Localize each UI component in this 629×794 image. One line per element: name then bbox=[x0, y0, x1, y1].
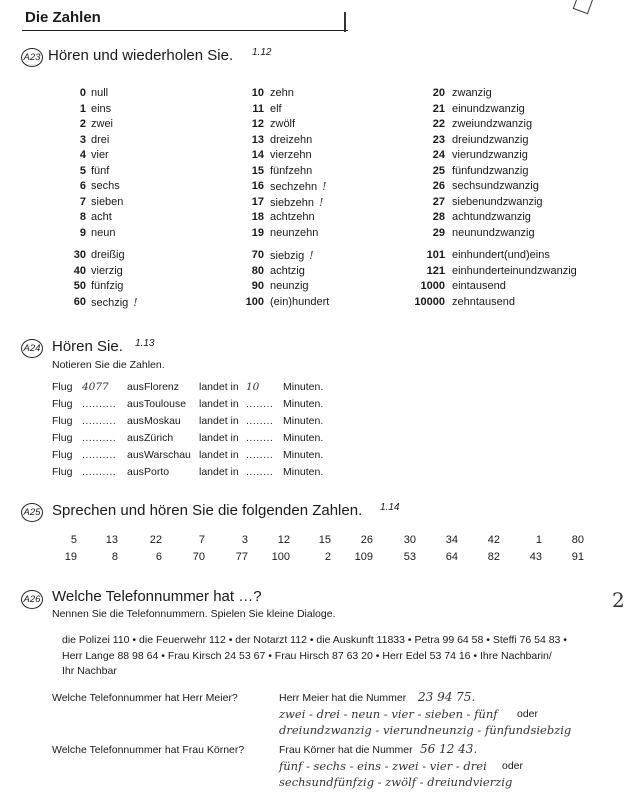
practice-number: 82 bbox=[487, 551, 500, 563]
number-word bbox=[91, 165, 109, 177]
number-digits: 23 bbox=[432, 133, 445, 146]
a26-instruction: Nennen Sie die Telefonnummern. Spielen Sie kleine Dialoge. bbox=[52, 608, 336, 620]
question-1: Welche Telefonnummer hat Herr Meier? bbox=[52, 692, 238, 704]
number-word bbox=[91, 211, 112, 223]
answer-2-digits: fünf - sechs - eins - zwei - vier - drei bbox=[279, 759, 487, 773]
minutes-value: ........ bbox=[246, 432, 274, 444]
number-word-text: sechzig bbox=[91, 296, 129, 309]
minutes-value: 10 bbox=[246, 381, 260, 393]
number-word-text: fünfundzwanzig bbox=[452, 164, 529, 177]
practice-number: 26 bbox=[360, 534, 373, 546]
number-word-text: einhundert(und)eins bbox=[452, 249, 550, 261]
number-word-text: achtzig bbox=[270, 264, 305, 277]
number-word bbox=[452, 227, 535, 239]
number-digits: 60 bbox=[73, 295, 86, 308]
number-digits: 9 bbox=[79, 226, 86, 239]
a24-instruction: Notieren Sie die Zahlen. bbox=[52, 359, 165, 371]
exclamation-mark: ! bbox=[133, 295, 138, 309]
number-word-text: achtzehn bbox=[270, 211, 315, 223]
number-word-text: einundzwanzig bbox=[452, 102, 525, 115]
answer-1-pairs: dreiundzwanzig - vierundneunzig - fünfundsiebzig bbox=[279, 723, 572, 737]
aus-label: aus bbox=[127, 398, 144, 410]
number-digits: 17 bbox=[251, 195, 264, 208]
number-word-text: vierundzwanzig bbox=[452, 149, 528, 161]
landet-label: landet in bbox=[199, 449, 239, 461]
practice-number: 109 bbox=[354, 551, 373, 563]
number-word bbox=[452, 134, 528, 146]
practice-number: 19 bbox=[64, 551, 77, 563]
number-word bbox=[452, 103, 525, 115]
number-digits: 14 bbox=[251, 149, 264, 161]
landet-label: landet in bbox=[199, 466, 239, 478]
flight-number: 4077 bbox=[82, 381, 109, 393]
city-name: Moskau bbox=[144, 415, 181, 427]
number-digits: 26 bbox=[432, 180, 445, 192]
number-digits: 29 bbox=[432, 226, 445, 239]
number-digits: 80 bbox=[251, 264, 264, 277]
answer-2-prefix: Frau Körner hat die Nummer bbox=[279, 744, 413, 756]
number-word bbox=[91, 249, 125, 261]
landet-label: landet in bbox=[199, 381, 239, 393]
practice-number: 34 bbox=[445, 534, 458, 546]
number-word-text: sechsundzwanzig bbox=[452, 180, 539, 192]
aus-label: aus bbox=[127, 381, 144, 393]
flight-number: .......... bbox=[82, 466, 117, 478]
flight-number: .......... bbox=[82, 432, 117, 444]
header-tick-mark bbox=[344, 12, 346, 32]
answer-1-prefix: Herr Meier hat die Nummer bbox=[279, 692, 407, 704]
number-word-text: vierzig bbox=[91, 264, 123, 277]
number-word-text: siebenundzwanzig bbox=[452, 195, 543, 208]
number-word-text: siebzehn bbox=[270, 196, 315, 209]
minutes-value: ........ bbox=[246, 466, 274, 478]
number-word-text: null bbox=[91, 87, 109, 99]
minutes-value: ........ bbox=[246, 415, 274, 427]
number-digits: 15 bbox=[251, 164, 264, 177]
number-word-text: dreißig bbox=[91, 249, 125, 261]
number-word bbox=[270, 196, 323, 209]
flug-label: Flug bbox=[52, 415, 73, 427]
number-digits: 121 bbox=[426, 264, 445, 277]
number-word bbox=[270, 87, 294, 99]
a24-track-number: 1.13 bbox=[135, 338, 155, 349]
number-digits: 13 bbox=[251, 133, 264, 146]
number-word-text: vier bbox=[91, 149, 109, 161]
number-digits: 40 bbox=[73, 264, 86, 277]
practice-number: 100 bbox=[271, 551, 290, 563]
number-word bbox=[270, 211, 315, 223]
number-word bbox=[452, 265, 577, 277]
number-word-text: fünfzehn bbox=[270, 164, 313, 177]
chapter-title: Die Zahlen bbox=[25, 9, 101, 26]
number-word bbox=[91, 196, 123, 208]
number-digits: 5 bbox=[79, 164, 86, 177]
exclamation-mark: ! bbox=[319, 195, 324, 209]
practice-number: 8 bbox=[111, 551, 118, 563]
number-word bbox=[91, 149, 109, 161]
practice-number: 70 bbox=[192, 551, 205, 563]
practice-number: 15 bbox=[318, 534, 331, 546]
number-word-text: acht bbox=[91, 211, 112, 223]
practice-number: 43 bbox=[529, 551, 542, 563]
number-word bbox=[91, 134, 109, 146]
practice-number: 80 bbox=[571, 534, 584, 546]
number-word bbox=[270, 165, 312, 177]
exclamation-mark: ! bbox=[309, 249, 314, 262]
number-word-text: achtundzwanzig bbox=[452, 211, 531, 223]
minutes-value: ........ bbox=[246, 398, 274, 410]
number-word bbox=[270, 265, 305, 277]
number-digits: 30 bbox=[73, 249, 86, 261]
number-word bbox=[452, 249, 550, 261]
aus-label: aus bbox=[127, 466, 144, 478]
number-word-text: zehntausend bbox=[452, 295, 515, 308]
number-word-text: zweiundzwanzig bbox=[452, 118, 533, 130]
city-name: Zürich bbox=[144, 432, 174, 444]
number-word-text: elf bbox=[270, 102, 282, 115]
number-word bbox=[452, 87, 492, 99]
number-digits: 100 bbox=[245, 295, 264, 308]
number-word bbox=[270, 180, 327, 193]
a25-title: Sprechen und hören Sie die folgenden Zahlen. bbox=[52, 502, 363, 519]
flight-number: .......... bbox=[82, 398, 117, 410]
exercise-badge-a26: A26 bbox=[21, 590, 43, 609]
number-digits: 22 bbox=[432, 118, 445, 130]
number-word-text: sieben bbox=[91, 195, 124, 208]
number-digits: 4 bbox=[79, 149, 86, 161]
answer-1-digits: zwei - drei - neun - vier - sieben - fünf bbox=[279, 707, 498, 721]
number-word-text: zehn bbox=[270, 87, 294, 99]
number-digits: 101 bbox=[426, 249, 445, 261]
number-digits: 50 bbox=[73, 280, 86, 292]
number-digits: 20 bbox=[432, 87, 445, 99]
number-word bbox=[270, 296, 329, 308]
number-word-text: siebzig bbox=[270, 250, 305, 262]
number-word-text: sechzehn bbox=[270, 181, 318, 193]
margin-note: 2 bbox=[612, 588, 625, 612]
practice-number: 53 bbox=[403, 551, 416, 563]
answer-2-number: 56 12 43. bbox=[420, 742, 478, 756]
exclamation-mark: ! bbox=[322, 180, 327, 193]
phone-list-line-2: Herr Lange 88 98 64 • Frau Kirsch 24 53 67 • Frau Hirsch 87 63 20 • Herr Edel 53 74 16 • Ihre Nachbarin/ bbox=[62, 650, 552, 662]
city-name: Warschau bbox=[144, 449, 191, 461]
minuten-label: Minuten. bbox=[283, 466, 324, 478]
number-word bbox=[91, 87, 108, 99]
number-word bbox=[91, 118, 113, 130]
number-word bbox=[91, 227, 115, 239]
number-word-text: neun bbox=[91, 226, 116, 239]
practice-number: 7 bbox=[198, 534, 205, 546]
landet-label: landet in bbox=[199, 398, 239, 410]
practice-number: 3 bbox=[241, 534, 248, 546]
exercise-badge-a24: A24 bbox=[21, 339, 43, 358]
number-word bbox=[452, 211, 531, 223]
number-word-text: sechs bbox=[91, 180, 120, 192]
practice-number: 2 bbox=[324, 551, 331, 563]
number-word-text: dreizehn bbox=[270, 133, 313, 146]
number-word bbox=[452, 280, 506, 292]
practice-number: 30 bbox=[403, 534, 416, 546]
answer-2-pairs: sechsundfünfzig - zwölf - dreiundvierzig bbox=[279, 775, 513, 789]
number-word-text: zwölf bbox=[270, 118, 296, 130]
number-digits: 0 bbox=[79, 87, 86, 99]
city-name: Toulouse bbox=[144, 398, 187, 410]
number-word-text: neunzehn bbox=[270, 226, 319, 239]
number-digits: 21 bbox=[432, 102, 445, 115]
a24-title: Hören Sie. bbox=[52, 338, 123, 355]
number-word-text: neunzig bbox=[270, 280, 309, 292]
number-digits: 25 bbox=[432, 164, 445, 177]
practice-number: 77 bbox=[235, 551, 248, 563]
number-word bbox=[91, 296, 138, 309]
minutes-value: ........ bbox=[246, 449, 274, 461]
number-word bbox=[91, 180, 120, 192]
minuten-label: Minuten. bbox=[283, 398, 324, 410]
number-word bbox=[270, 227, 318, 239]
number-digits: 16 bbox=[251, 180, 264, 192]
number-digits: 3 bbox=[79, 133, 86, 146]
number-word-text: drei bbox=[91, 133, 110, 146]
number-word bbox=[270, 103, 282, 115]
exercise-badge-a25: A25 bbox=[21, 503, 43, 522]
number-word-text: vierzehn bbox=[270, 149, 312, 161]
aus-label: aus bbox=[127, 432, 144, 444]
number-word bbox=[270, 118, 295, 130]
number-digits: 10000 bbox=[414, 295, 445, 308]
practice-number: 6 bbox=[155, 551, 162, 563]
flight-number: .......... bbox=[82, 415, 117, 427]
landet-label: landet in bbox=[199, 432, 239, 444]
aus-label: aus bbox=[127, 449, 144, 461]
minuten-label: Minuten. bbox=[283, 449, 324, 461]
minuten-label: Minuten. bbox=[283, 381, 324, 393]
number-word-text: eintausend bbox=[452, 280, 506, 292]
number-digits: 11 bbox=[252, 102, 264, 115]
practice-number: 91 bbox=[571, 551, 584, 563]
number-digits: 6 bbox=[79, 180, 86, 192]
city-name: Porto bbox=[144, 466, 170, 478]
number-word bbox=[452, 149, 528, 161]
number-digits: 18 bbox=[251, 211, 264, 223]
number-word-text: einhunderteinundzwanzig bbox=[452, 264, 577, 277]
minuten-label: Minuten. bbox=[283, 432, 324, 444]
number-word bbox=[270, 249, 314, 262]
number-digits: 8 bbox=[79, 211, 86, 223]
number-word-text: neunundzwanzig bbox=[452, 226, 535, 239]
phone-list-line-1: die Polizei 110 • die Feuerwehr 112 • der Notarzt 112 • die Auskunft 11833 • Petra 99 64 58 • Steffi 76 54 83 • bbox=[62, 634, 567, 646]
answer-2-oder: oder bbox=[502, 760, 524, 772]
flug-label: Flug bbox=[52, 381, 73, 393]
practice-number: 12 bbox=[277, 534, 290, 546]
number-digits: 12 bbox=[251, 118, 264, 130]
number-digits: 1 bbox=[79, 102, 86, 115]
flug-label: Flug bbox=[52, 449, 73, 461]
number-digits: 24 bbox=[432, 149, 445, 161]
number-word bbox=[270, 149, 312, 161]
minuten-label: Minuten. bbox=[283, 415, 324, 427]
practice-number: 42 bbox=[487, 534, 500, 546]
exercise-badge-a23: A23 bbox=[21, 48, 43, 67]
number-digits: 70 bbox=[251, 249, 264, 261]
number-word bbox=[91, 103, 111, 115]
number-digits: 1000 bbox=[420, 280, 445, 292]
landet-label: landet in bbox=[199, 415, 239, 427]
flug-label: Flug bbox=[52, 398, 73, 410]
flug-label: Flug bbox=[52, 432, 73, 444]
practice-number: 5 bbox=[70, 534, 77, 546]
number-digits: 2 bbox=[79, 118, 86, 130]
number-word bbox=[452, 296, 515, 308]
number-word bbox=[91, 280, 123, 292]
practice-number: 1 bbox=[535, 534, 542, 546]
a23-track-number: 1.12 bbox=[252, 47, 272, 58]
a25-track-number: 1.14 bbox=[380, 502, 400, 513]
number-word bbox=[270, 134, 312, 146]
chapter-header bbox=[22, 8, 348, 31]
number-word bbox=[91, 265, 123, 277]
answer-1-number: 23 94 75. bbox=[418, 690, 476, 704]
question-2: Welche Telefonnummer hat Frau Körner? bbox=[52, 744, 245, 756]
a23-title: Hören und wiederholen Sie. bbox=[48, 47, 234, 64]
number-word bbox=[452, 118, 532, 130]
number-digits: 27 bbox=[432, 195, 445, 208]
practice-number: 22 bbox=[149, 534, 162, 546]
number-word-text: fünf bbox=[91, 164, 110, 177]
corner-box-mark bbox=[573, 0, 594, 14]
answer-1-oder: oder bbox=[517, 708, 539, 720]
number-digits: 19 bbox=[251, 226, 264, 239]
practice-number: 64 bbox=[445, 551, 458, 563]
number-word-text: zwei bbox=[91, 118, 114, 130]
number-digits: 10 bbox=[251, 87, 264, 99]
number-word-text: (ein)hundert bbox=[270, 295, 330, 308]
flug-label: Flug bbox=[52, 466, 73, 478]
number-word-text: fünfzig bbox=[91, 280, 124, 292]
flight-number: .......... bbox=[82, 449, 117, 461]
number-digits: 28 bbox=[432, 211, 445, 223]
number-digits: 7 bbox=[79, 195, 86, 208]
phone-list-line-3: Ihr Nachbar bbox=[62, 665, 117, 677]
number-word-text: zwanzig bbox=[452, 87, 492, 99]
number-word bbox=[452, 196, 543, 208]
number-word bbox=[452, 165, 528, 177]
aus-label: aus bbox=[127, 415, 144, 427]
number-digits: 90 bbox=[251, 280, 264, 292]
practice-number: 13 bbox=[105, 534, 118, 546]
number-word-text: eins bbox=[91, 102, 112, 115]
number-word bbox=[270, 280, 309, 292]
a26-title: Welche Telefonnummer hat …? bbox=[52, 588, 262, 605]
city-name: Florenz bbox=[144, 381, 180, 393]
number-word-text: dreiundzwanzig bbox=[452, 133, 529, 146]
number-word bbox=[452, 180, 539, 192]
